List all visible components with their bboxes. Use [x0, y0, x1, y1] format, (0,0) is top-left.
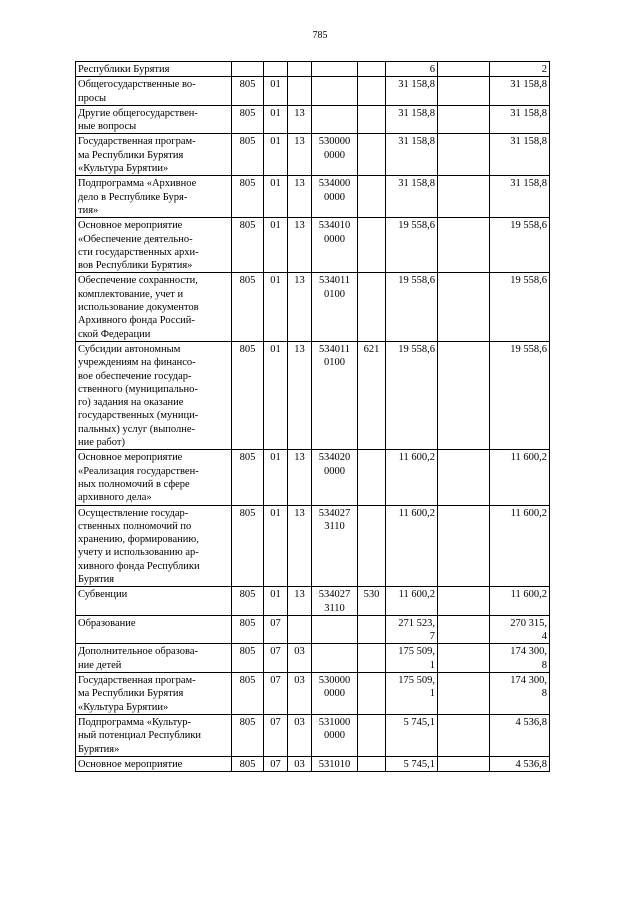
cell-rz: 07: [264, 673, 288, 715]
cell-name: Обеспечение сохранности, комплектование, учет и использование документов Архивного фонда Россий- ской Федерации: [76, 273, 232, 341]
cell-sum-1: 5 745,1: [386, 756, 438, 771]
cell-pr: 13: [288, 176, 312, 218]
cell-vr: 530: [358, 587, 386, 616]
cell-empty: [438, 714, 490, 756]
cell-ved: 805: [232, 714, 264, 756]
cell-name: Субвенции: [76, 587, 232, 616]
cell-sum-2: 19 558,6: [490, 273, 550, 341]
cell-vr: [358, 134, 386, 176]
cell-rz: 07: [264, 615, 288, 644]
cell-ved: 805: [232, 273, 264, 341]
cell-name: Республики Бурятия: [76, 62, 232, 77]
cell-empty: [438, 644, 490, 673]
cell-name: Субсидии автономным учреждениям на финансо- вое обеспечение государ- ственного (муниципально- го) задания на оказание государственных (муници- пальных) услуг (выполне- ние работ): [76, 341, 232, 449]
cell-sum-1: 31 158,8: [386, 77, 438, 106]
cell-csr: 534011 0100: [312, 341, 358, 449]
cell-name: Подпрограмма «Культур- ный потенциал Республики Бурятия»: [76, 714, 232, 756]
cell-rz: 01: [264, 587, 288, 616]
cell-rz: 01: [264, 134, 288, 176]
cell-ved: 805: [232, 134, 264, 176]
cell-sum-1: 175 509, 1: [386, 673, 438, 715]
cell-empty: [438, 587, 490, 616]
cell-ved: 805: [232, 105, 264, 134]
cell-empty: [438, 756, 490, 771]
cell-vr: [358, 673, 386, 715]
cell-vr: [358, 218, 386, 273]
cell-sum-1: 11 600,2: [386, 450, 438, 505]
cell-sum-1: 31 158,8: [386, 105, 438, 134]
cell-empty: [438, 218, 490, 273]
cell-rz: 01: [264, 77, 288, 106]
cell-csr: 534027 3110: [312, 587, 358, 616]
cell-rz: 07: [264, 756, 288, 771]
cell-vr: [358, 714, 386, 756]
cell-empty: [438, 341, 490, 449]
cell-vr: [358, 176, 386, 218]
cell-empty: [438, 62, 490, 77]
cell-vr: 621: [358, 341, 386, 449]
cell-pr: 13: [288, 105, 312, 134]
cell-pr: 13: [288, 134, 312, 176]
cell-vr: [358, 756, 386, 771]
cell-pr: 03: [288, 756, 312, 771]
cell-pr: 13: [288, 587, 312, 616]
cell-csr: 534000 0000: [312, 176, 358, 218]
cell-sum-2: 11 600,2: [490, 587, 550, 616]
cell-ved: 805: [232, 218, 264, 273]
cell-pr: 13: [288, 450, 312, 505]
cell-sum-1: 6: [386, 62, 438, 77]
cell-empty: [438, 134, 490, 176]
cell-csr: [312, 105, 358, 134]
cell-rz: 01: [264, 450, 288, 505]
table-row: [76, 218, 550, 273]
table-row: [76, 615, 550, 644]
cell-sum-2: 31 158,8: [490, 176, 550, 218]
cell-sum-2: 31 158,8: [490, 105, 550, 134]
table-row: [76, 134, 550, 176]
table-row: [76, 714, 550, 756]
cell-ved: 805: [232, 505, 264, 587]
cell-rz: 01: [264, 273, 288, 341]
cell-sum-2: 4 536,8: [490, 756, 550, 771]
cell-ved: 805: [232, 450, 264, 505]
cell-pr: 13: [288, 341, 312, 449]
page-number: 785: [312, 30, 328, 41]
cell-vr: [358, 62, 386, 77]
table-row: [76, 105, 550, 134]
cell-name: Государственная програм- ма Республики Бурятия «Культура Бурятии»: [76, 134, 232, 176]
cell-ved: 805: [232, 644, 264, 673]
cell-sum-2: 31 158,8: [490, 134, 550, 176]
cell-rz: 07: [264, 644, 288, 673]
cell-ved: 805: [232, 341, 264, 449]
cell-pr: 03: [288, 644, 312, 673]
cell-pr: 03: [288, 673, 312, 715]
cell-sum-1: 19 558,6: [386, 273, 438, 341]
table-row: [76, 77, 550, 106]
cell-name: Образование: [76, 615, 232, 644]
cell-vr: [358, 644, 386, 673]
table-row: [76, 505, 550, 587]
cell-rz: 01: [264, 505, 288, 587]
table-row: [76, 644, 550, 673]
cell-csr: 531000 0000: [312, 714, 358, 756]
cell-csr: 530000 0000: [312, 134, 358, 176]
cell-name: Другие общегосударствен- ные вопросы: [76, 105, 232, 134]
cell-csr: 534011 0100: [312, 273, 358, 341]
cell-rz: 07: [264, 714, 288, 756]
budget-table: [75, 61, 550, 772]
table-row: [76, 756, 550, 771]
cell-rz: 01: [264, 341, 288, 449]
table-row: [76, 62, 550, 77]
table-body: [76, 62, 550, 772]
cell-empty: [438, 273, 490, 341]
cell-name: Основное мероприятие «Обеспечение деятельно- сти государственных архи- вов Республики Бурятия»: [76, 218, 232, 273]
cell-pr: [288, 62, 312, 77]
cell-empty: [438, 77, 490, 106]
cell-empty: [438, 673, 490, 715]
cell-csr: [312, 615, 358, 644]
cell-vr: [358, 615, 386, 644]
cell-pr: [288, 615, 312, 644]
cell-sum-1: 31 158,8: [386, 134, 438, 176]
cell-csr: 534020 0000: [312, 450, 358, 505]
cell-sum-1: 11 600,2: [386, 587, 438, 616]
cell-sum-1: 19 558,6: [386, 341, 438, 449]
cell-csr: [312, 77, 358, 106]
cell-vr: [358, 505, 386, 587]
cell-name: Подпрограмма «Архивное дело в Республике Буря- тия»: [76, 176, 232, 218]
cell-empty: [438, 505, 490, 587]
cell-sum-1: 175 509, 1: [386, 644, 438, 673]
cell-pr: 03: [288, 714, 312, 756]
cell-csr: 534027 3110: [312, 505, 358, 587]
cell-sum-2: 270 315, 4: [490, 615, 550, 644]
cell-ved: 805: [232, 756, 264, 771]
table-row: [76, 273, 550, 341]
cell-csr: [312, 644, 358, 673]
table-row: [76, 176, 550, 218]
cell-sum-2: 19 558,6: [490, 341, 550, 449]
cell-sum-1: 5 745,1: [386, 714, 438, 756]
cell-name: Государственная програм- ма Республики Бурятия «Культура Бурятии»: [76, 673, 232, 715]
cell-ved: 805: [232, 615, 264, 644]
cell-sum-2: 11 600,2: [490, 450, 550, 505]
cell-sum-2: 11 600,2: [490, 505, 550, 587]
cell-rz: 01: [264, 176, 288, 218]
cell-vr: [358, 273, 386, 341]
cell-sum-2: 31 158,8: [490, 77, 550, 106]
cell-empty: [438, 450, 490, 505]
cell-ved: 805: [232, 587, 264, 616]
cell-empty: [438, 176, 490, 218]
cell-name: Дополнительное образова- ние детей: [76, 644, 232, 673]
cell-name: Осуществление государ- ственных полномочий по хранению, формированию, учету и использованию ар- хивного фонда Республики Бурятия: [76, 505, 232, 587]
cell-sum-1: 19 558,6: [386, 218, 438, 273]
cell-ved: [232, 62, 264, 77]
cell-rz: [264, 62, 288, 77]
cell-rz: 01: [264, 218, 288, 273]
table-row: [76, 341, 550, 449]
cell-sum-1: 11 600,2: [386, 505, 438, 587]
cell-empty: [438, 615, 490, 644]
cell-pr: 13: [288, 218, 312, 273]
cell-sum-1: 271 523, 7: [386, 615, 438, 644]
cell-empty: [438, 105, 490, 134]
cell-sum-2: 4 536,8: [490, 714, 550, 756]
cell-pr: 13: [288, 273, 312, 341]
cell-pr: [288, 77, 312, 106]
cell-sum-2: 2: [490, 62, 550, 77]
cell-csr: 530000 0000: [312, 673, 358, 715]
cell-ved: 805: [232, 673, 264, 715]
cell-csr: 531010: [312, 756, 358, 771]
cell-ved: 805: [232, 176, 264, 218]
cell-rz: 01: [264, 105, 288, 134]
cell-vr: [358, 450, 386, 505]
cell-name: Общегосударственные во- просы: [76, 77, 232, 106]
cell-name: Основное мероприятие «Реализация государствен- ных полномочий в сфере архивного дела»: [76, 450, 232, 505]
cell-vr: [358, 105, 386, 134]
cell-sum-1: 31 158,8: [386, 176, 438, 218]
table-row: [76, 673, 550, 715]
cell-csr: [312, 62, 358, 77]
cell-sum-2: 174 300, 8: [490, 673, 550, 715]
cell-pr: 13: [288, 505, 312, 587]
cell-csr: 534010 0000: [312, 218, 358, 273]
cell-sum-2: 174 300, 8: [490, 644, 550, 673]
cell-vr: [358, 77, 386, 106]
cell-sum-2: 19 558,6: [490, 218, 550, 273]
table-row: [76, 450, 550, 505]
cell-name: Основное мероприятие: [76, 756, 232, 771]
table-row: [76, 587, 550, 616]
cell-ved: 805: [232, 77, 264, 106]
